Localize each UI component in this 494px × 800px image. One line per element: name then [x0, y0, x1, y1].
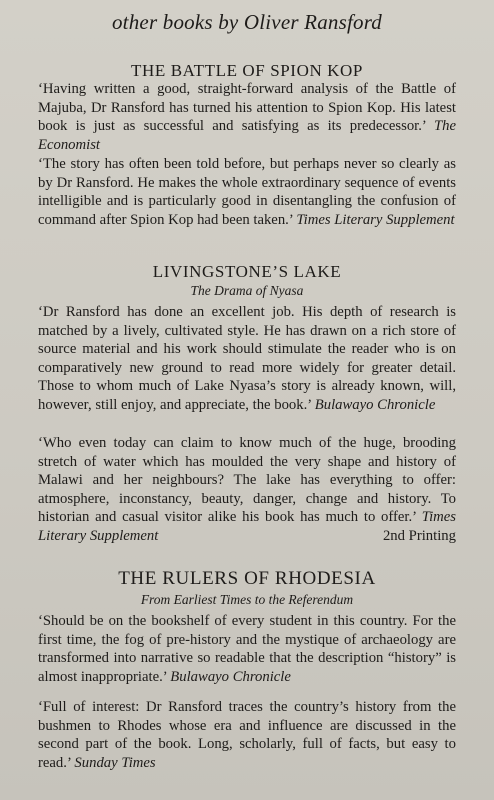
- review-quote: [38, 698, 456, 772]
- review-source: Sunday Times: [74, 754, 156, 771]
- book-title: THE RULERS OF RHODESIA: [118, 568, 376, 589]
- review-text: ‘Having written a good, straight-forward analysis of the Battle of Majuba, Dr Ransford has turned his attention to Spion Kop. His latest book is just as successful and satisfying as its predecessor.’: [38, 81, 456, 135]
- review-quote: [38, 303, 456, 415]
- review-quote: [38, 155, 456, 229]
- review-quote: [38, 434, 456, 546]
- review-source: The Economist: [38, 118, 457, 153]
- printing-note: 2nd Printing: [382, 527, 456, 544]
- review-text: ‘The story has often been told before, but perhaps never so clearly as by Dr Ransford. He makes the whole extraordinary sequence of events intelligible and is particularly good in disentangling the confusion of command after Spion Kop had been taken.’: [38, 156, 456, 228]
- book-title: LIVINGSTONE’S LAKE: [152, 262, 342, 281]
- review-source: Times Literary Supplement: [296, 211, 455, 228]
- review-text: ‘Should be on the bookshelf of every student in this country. For the first time, the fog of pre-history and the mystique of archaeology are transformed into narrative so readable that the description “history” is almost inappropriate.’: [38, 613, 456, 685]
- book-subtitle: From Earliest Times to the Referendum: [140, 592, 354, 607]
- review-source: Bulawayo Chronicle: [170, 668, 291, 685]
- review-text: ‘Who even today can claim to know much of the huge, brooding stretch of water which has moulded the very shape and history of Malawi and her neighbours? The lake has everything to offer: atmosphere, inconstancy, beauty, danger, change and history. To historian and casual visitor alike his book has much to offer.’: [38, 435, 456, 526]
- review-quote: [38, 80, 456, 154]
- review-quote: [38, 612, 456, 686]
- book-subtitle: The Drama of Nyasa: [190, 283, 304, 298]
- review-text: ‘Dr Ransford has done an excellent job. His depth of research is matched by a lively, cultivated style. He has drawn on a rich store of source material and his work should stimulate the reader who is on comparatively new ground to read more widely for greater detail. Those to whom much of Lake Nyasa’s story is already known, will, however, still enjoy, and appreciate, the book.’: [38, 304, 456, 413]
- book-title: THE BATTLE OF SPION KOP: [131, 61, 363, 80]
- review-text: ‘Full of interest: Dr Ransford traces the country’s history from the bushmen to Rhodes whose era and influence are discussed in the second part of the book. Long, scholarly, full of facts, but easy to read.’: [38, 699, 456, 771]
- page-heading: other books by Oliver Ransford: [111, 10, 383, 34]
- review-source: Bulawayo Chronicle: [314, 396, 436, 413]
- review-source: Times Literary Supplement: [38, 509, 456, 544]
